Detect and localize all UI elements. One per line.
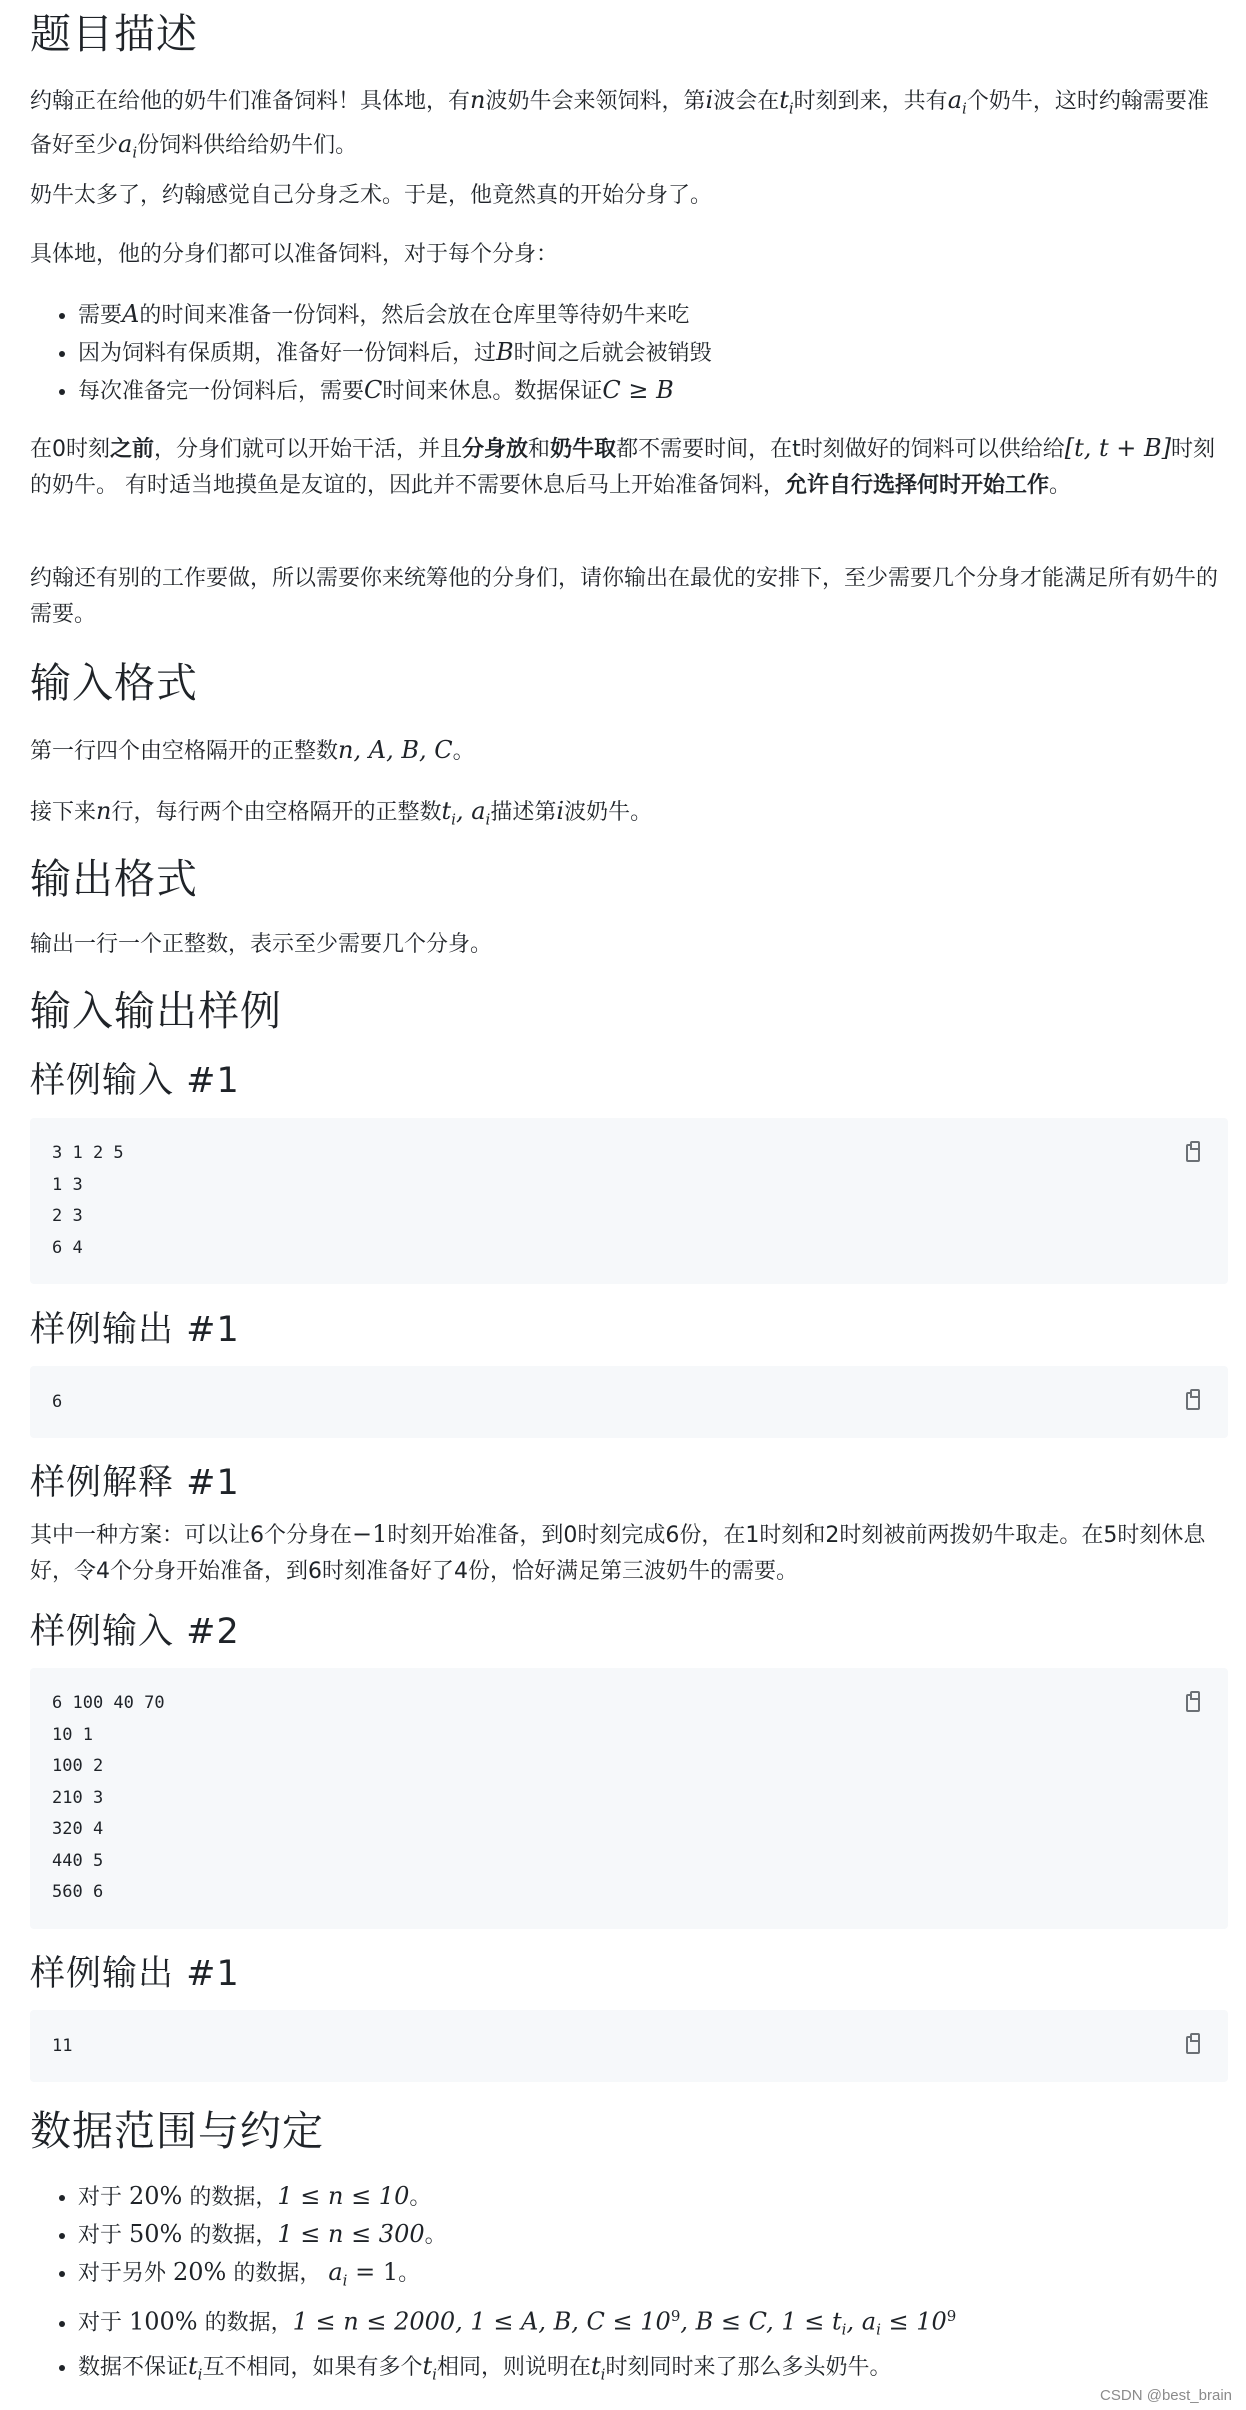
list-item: • 对于另外 20% 的数据， $a_i = 1$。 xyxy=(78,2254,1238,2298)
description-paragraph-3: 具体地，他的分身们都可以准备饲料，对于每个分身： xyxy=(30,242,559,267)
description-paragraph-4: 在0时刻之前，分身们就可以开始干活，并且分身放和奶牛取都不需要时间，在t时刻做好的饲料可以供给给[t, t + B]时刻的奶牛。 有时适当地摸鱼是友谊的，因此并不需要休息后马上开始准备饲料，允许自行选择何时开始工作。 xyxy=(30,434,1216,498)
sample-output-1-title: 样例输出 #1 xyxy=(30,1310,240,1350)
sample-output-2-block xyxy=(30,2010,1228,2082)
sample-explanation-1-text: 其中一种方案：可以让6个分身在−1时刻开始准备，到0时刻完成6份，在1时刻和2时刻被前两拨奶牛取走。在5时刻休息好，令4个分身开始准备，到6时刻准备好了4份，恰好满足第三波奶牛的需要。 xyxy=(30,1520,1206,1584)
list-item: • 对于 50% 的数据，1 ≤ n ≤ 300。 xyxy=(78,2216,1238,2254)
list-item: • 对于 20% 的数据，1 ≤ n ≤ 10。 xyxy=(78,2178,1238,2216)
sample-output-1-block xyxy=(30,1366,1228,1438)
sample-input-1-code: 3 1 2 5 1 3 2 3 6 4 xyxy=(52,1143,124,1258)
data-range-list xyxy=(30,2178,1238,2393)
sample-input-2-code: 6 100 40 70 10 1 100 2 210 3 320 4 440 5 560 6 xyxy=(52,1693,165,1902)
section-title-samples: 输入输出样例 xyxy=(30,987,282,1035)
copy-icon[interactable] xyxy=(1186,2036,1200,2054)
section-title-description: 题目描述 xyxy=(30,10,198,58)
section-title-input: 输入格式 xyxy=(30,659,198,707)
sample-input-2-title: 样例输入 #2 xyxy=(30,1612,240,1652)
sample-output-2-title: 样例输出 #1 xyxy=(30,1954,240,1994)
list-item: • 因为饲料有保质期，准备好一份饲料后，过B时间之后就会被销毁 xyxy=(78,334,1238,372)
sample-output-1-code: 6 xyxy=(52,1392,63,1412)
output-paragraph: 输出一行一个正整数，表示至少需要几个分身。 xyxy=(30,932,493,957)
section-title-range: 数据范围与约定 xyxy=(30,2107,324,2155)
sample-input-1-block xyxy=(30,1118,1228,1284)
list-item: • 对于 100% 的数据，1 ≤ n ≤ 2000, 1 ≤ A, B, $C \le 10^9$, B ≤ C, $1 \le t_i$, $a_i \le 10^9$ xyxy=(78,2298,1238,2348)
watermark: CSDN @best_brain xyxy=(1100,2387,1232,2404)
clone-rules-list xyxy=(30,296,1238,410)
sample-explanation-1-title: 样例解释 #1 xyxy=(30,1463,240,1503)
copy-icon[interactable] xyxy=(1186,1392,1200,1410)
sample-output-2-code: 11 xyxy=(52,2036,73,2056)
sample-input-1-title: 样例输入 #1 xyxy=(30,1061,240,1101)
list-item: • 每次准备完一份饲料后，需要C时间来休息。数据保证C ≥ B xyxy=(78,372,1238,410)
description-paragraph-5: 约翰还有别的工作要做，所以需要你来统筹他的分身们，请你输出在最优的安排下，至少需要几个分身才能满足所有奶牛的需要。 xyxy=(30,566,1219,627)
input-paragraph-2: 接下来n行，每行两个由空格隔开的正整数$t_i$, $a_i$描述第i波奶牛。 xyxy=(30,797,653,829)
description-paragraph-1: 约翰正在给他的奶牛们准备饲料！具体地，有n波奶牛会来领饲料，第i波会在$t_i$时刻到来，共有$a_i$个奶牛，这时约翰需要准备好至少$a_i$份饲料供给给奶牛们。 xyxy=(30,86,1209,162)
description-paragraph-2: 奶牛太多了，约翰感觉自己分身乏术。于是，他竟然真的开始分身了。 xyxy=(30,183,713,208)
copy-icon[interactable] xyxy=(1186,1694,1200,1712)
copy-icon[interactable] xyxy=(1186,1144,1200,1162)
list-item: • 数据不保证$t_i$互不相同，如果有多个$t_i$相同，则说明在$t_i$时刻同时来了那么多头奶牛。 xyxy=(78,2348,1238,2392)
sample-input-2-block xyxy=(30,1668,1228,1929)
list-item: • 需要A的时间来准备一份饲料，然后会放在仓库里等待奶牛来吃 xyxy=(78,296,1238,334)
section-title-output: 输出格式 xyxy=(30,855,198,903)
input-paragraph-1: 第一行四个由空格隔开的正整数n, A, B, C。 xyxy=(30,736,475,764)
